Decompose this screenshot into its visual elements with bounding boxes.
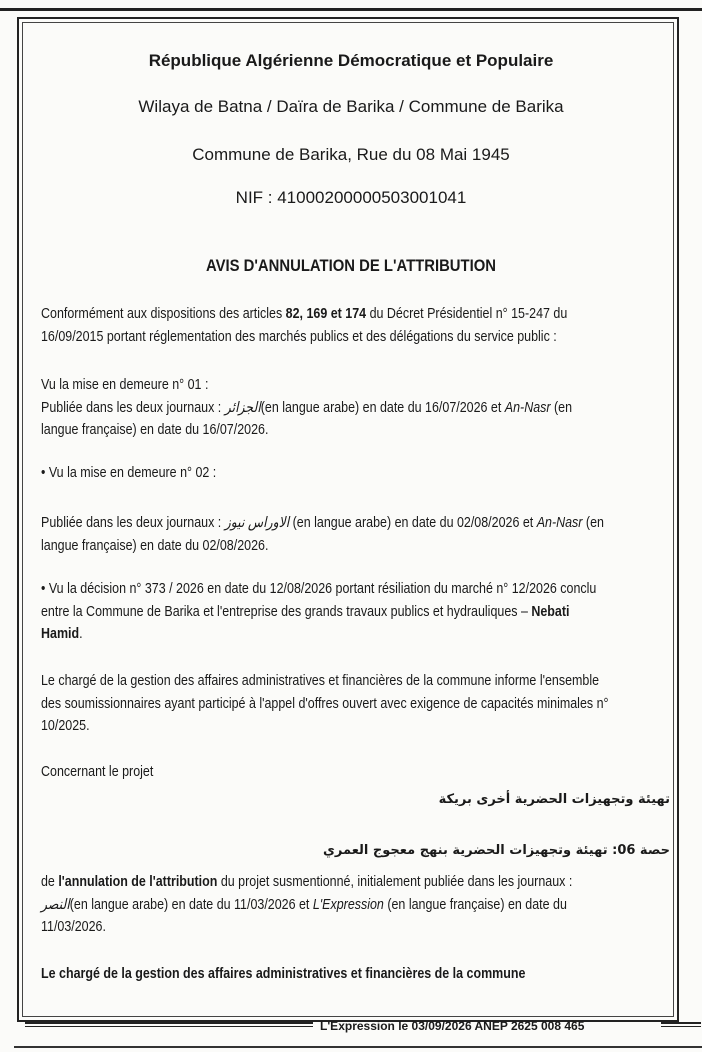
footer-rule-right-thin: [661, 1026, 701, 1027]
lot-arabic: حصة 06: تهيئة وتجهيزات الحضرية بنهج معجوج العمري: [322, 843, 670, 858]
annulation-paragraph: de l'annulation de l'attribution du projet susmentionné, initialement publiée dans les journaux : النصر(en langue arabe) en date du 11/03/2026 et L'Expression (en langue française) en date du 11/03/2026.: [41, 874, 573, 935]
header-nif: NIF : 41000200000503001041: [235, 188, 467, 207]
footer-publication: L'Expression le 03/09/2026 ANEP 2625 008 465: [320, 1019, 585, 1033]
header-address: Commune de Barika, Rue du 08 Mai 1945: [192, 145, 510, 164]
mise-en-demeure-2-heading: • Vu la mise en demeure n° 02 :: [41, 465, 217, 481]
signature-line: Le chargé de la gestion des affaires administratives et financières de la commune: [41, 966, 526, 982]
projet-label: Concernant le projet: [41, 764, 154, 780]
top-rule: [0, 8, 702, 11]
mise-en-demeure-2: Publiée dans les deux journaux : الاوراس نيوز (en langue arabe) en date du 02/08/2026 et An-Nasr (en langue française) en date du 02/08/2026.: [41, 515, 604, 554]
header-republic: République Algérienne Démocratique et Populaire: [148, 51, 554, 70]
header-wilaya: Wilaya de Batna / Daïra de Barika / Commune de Barika: [138, 97, 564, 116]
footer-rule-left: [25, 1022, 313, 1024]
footer: [25, 1019, 679, 1033]
intro-paragraph: Conformément aux dispositions des articles 82, 169 et 174 du Décret Présidentiel n° 15-247 du 16/09/2015 portant réglementation des marchés publics et des délégations du service public :: [41, 306, 568, 345]
notice-title: AVIS D'ANNULATION DE L'ATTRIBUTION: [205, 257, 497, 275]
mise-en-demeure-1: Vu la mise en demeure n° 01 : Publiée dans les deux journaux : الجزائر(en langue arabe) en date du 16/07/2026 et An-Nasr (en langue française) en date du 16/07/2026.: [41, 377, 573, 438]
decision-paragraph: • Vu la décision n° 373 / 2026 en date du 12/08/2026 portant résiliation du marché n° 12/2026 conclu entre la Commune de Barika et l'entreprise des grands travaux publics et hydrauliques – Nebati Hamid.: [41, 581, 597, 642]
projet-arabic: تهيئة وتجهيزات الحضرية أخرى بريكة: [438, 792, 670, 807]
informe-paragraph: Le chargé de la gestion des affaires administratives et financières de la commune informe l'ensemble des soumissionnaires ayant participé à l'appel d'offres ouvert avec exigence de capacités minimales n° 10/2025.: [41, 673, 609, 734]
footer-rule-left-thin: [25, 1026, 313, 1027]
bottom-rule: [14, 1046, 702, 1048]
footer-rule-right: [661, 1022, 701, 1024]
